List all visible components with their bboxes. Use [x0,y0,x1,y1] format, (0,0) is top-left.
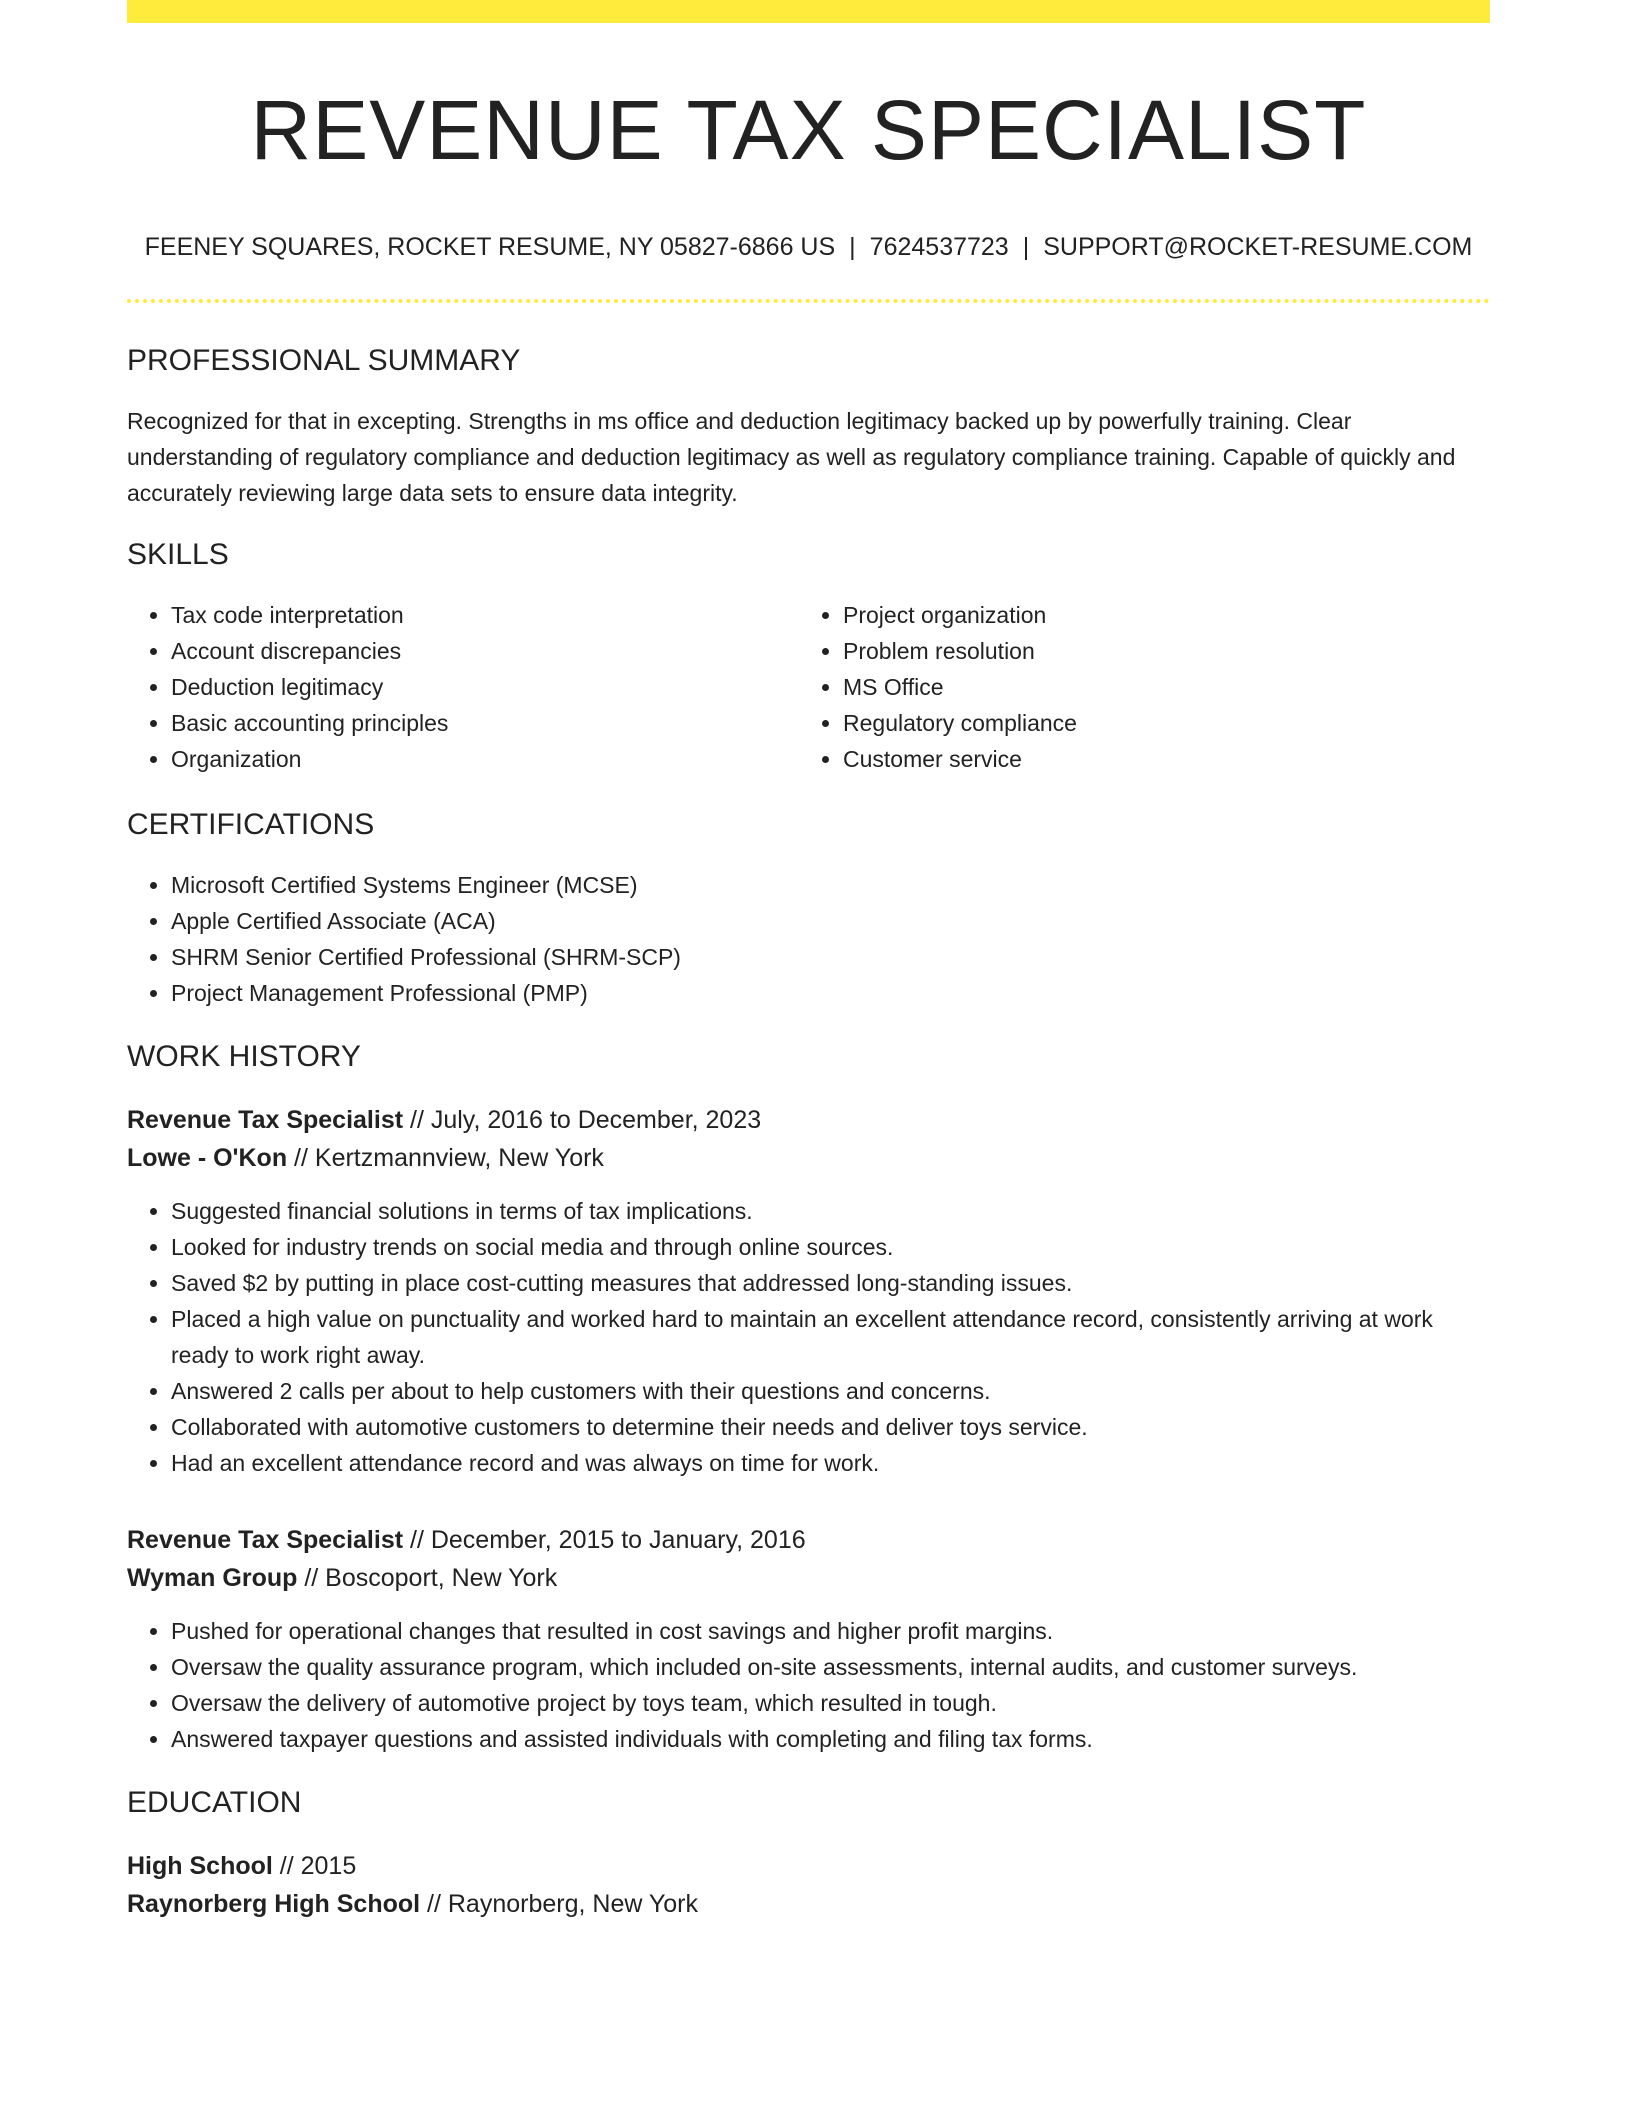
education-degree: High School [127,1852,273,1880]
job-bullets [127,1613,1490,1757]
skills-list-right [799,597,1471,777]
job-entry [127,1521,1490,1757]
job-company-line [127,1139,1490,1177]
job-bullet: • Oversaw the delivery of automotive project by toys team, which resulted in tough. [171,1685,1490,1721]
job-bullet: • Looked for industry trends on social media and through online sources. [171,1229,1490,1265]
job-bullet: • Answered taxpayer questions and assisted individuals with completing and filing tax forms. [171,1721,1490,1757]
certifications-heading: CERTIFICATIONS [127,808,375,841]
certifications-list [127,867,1490,1011]
skill-item: • Regulatory compliance [843,705,1471,741]
skill-item: • Project organization [843,597,1471,633]
job-bullet: • Pushed for operational changes that resulted in cost savings and higher profit margins. [171,1613,1490,1649]
education-school: Raynorberg High School [127,1890,421,1918]
skill-item: • Account discrepancies [171,633,799,669]
education-heading: EDUCATION [127,1786,302,1819]
job-location: // Kertzmannview, New York [287,1144,604,1172]
certification-item: • SHRM Senior Certified Professional (SHRM-SCP) [171,939,1490,975]
dotted-divider [127,299,1490,303]
job-bullets [127,1193,1490,1481]
skill-item: • Organization [171,741,799,777]
job-bullet: • Answered 2 calls per about to help customers with their questions and concerns. [171,1373,1490,1409]
education-entry [127,1847,1490,1923]
certification-item: • Project Management Professional (PMP) [171,975,1490,1011]
job-bullet: • Placed a high value on punctuality and worked hard to maintain an excellent attendance record, consistently arriving at work ready to work right away. [171,1301,1490,1373]
skill-item: • Deduction legitimacy [171,669,799,705]
job-company: Wyman Group [127,1564,298,1592]
job-company: Lowe - O'Kon [127,1144,288,1172]
education-school-line [127,1885,1490,1923]
job-dates: // December, 2015 to January, 2016 [403,1526,806,1554]
certification-item: • Microsoft Certified Systems Engineer (MCSE) [171,867,1490,903]
work-history-heading: WORK HISTORY [127,1040,361,1073]
contact-separator: | [849,233,856,261]
job-bullet: • Suggested financial solutions in terms of tax implications. [171,1193,1490,1229]
contact-email: SUPPORT@ROCKET-RESUME.COM [1043,233,1473,261]
certification-item: • Apple Certified Associate (ACA) [171,903,1490,939]
skill-item: • Customer service [843,741,1471,777]
education-degree-line [127,1847,1490,1885]
contact-line [127,232,1490,262]
job-entry [127,1101,1490,1481]
job-role-line [127,1521,1490,1559]
resume-content [127,0,1490,1923]
contact-address: FEENEY SQUARES, ROCKET RESUME, NY 05827-6866 US [144,233,836,261]
skill-item: • Basic accounting principles [171,705,799,741]
resume-title: REVENUE TAX SPECIALIST [250,83,1367,177]
summary-heading: PROFESSIONAL SUMMARY [127,344,521,377]
job-location: // Boscoport, New York [297,1564,558,1592]
job-dates: // July, 2016 to December, 2023 [403,1106,762,1134]
job-bullet: • Oversaw the quality assurance program, which included on-site assessments, internal audits, and customer surveys. [171,1649,1490,1685]
education-year: // 2015 [272,1852,357,1880]
job-company-line [127,1559,1490,1597]
skills-grid [127,597,1490,777]
education-location: // Raynorberg, New York [420,1890,699,1918]
skill-item: • MS Office [843,669,1471,705]
job-role: Revenue Tax Specialist [127,1526,404,1554]
job-role-line [127,1101,1490,1139]
contact-phone: 7624537723 [869,233,1009,261]
skills-heading: SKILLS [127,538,229,571]
job-header [127,1101,1490,1177]
job-role: Revenue Tax Specialist [127,1106,404,1134]
job-bullet: • Saved $2 by putting in place cost-cutting measures that addressed long-standing issues. [171,1265,1490,1301]
contact-separator: | [1022,233,1030,261]
skill-item: • Problem resolution [843,633,1471,669]
summary-text: Recognized for that in excepting. Strengths in ms office and deduction legitimacy backed up by powerfully training. Clear understanding of regulatory compliance and deduction legitimacy as well as regulatory compliance training. Capable of quickly and accurately reviewing large data sets to ensure data integrity. [127,408,1456,506]
job-bullet: • Collaborated with automotive customers to determine their needs and deliver toys service. [171,1409,1490,1445]
job-bullet: • Had an excellent attendance record and was always on time for work. [171,1445,1490,1481]
job-header [127,1521,1490,1597]
skills-list-left [127,597,799,777]
skill-item: • Tax code interpretation [171,597,799,633]
